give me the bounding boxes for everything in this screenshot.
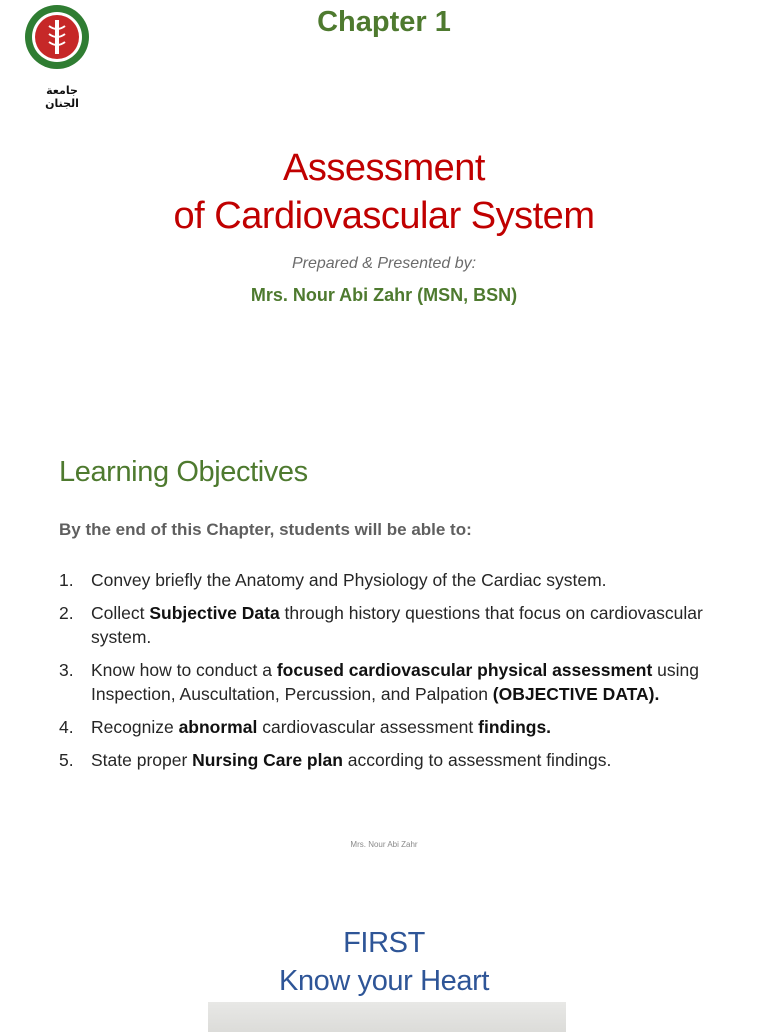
objective-item (59, 568, 749, 592)
chapter-label: Chapter 1 (317, 6, 451, 38)
slide-title (0, 144, 768, 240)
objective-text: Know how to conduct a (91, 660, 277, 680)
objective-emphasis: abnormal (178, 717, 258, 737)
objectives-intro: By the end of this Chapter, students will be able to: (59, 520, 472, 539)
objectives-slide (0, 420, 768, 860)
objective-text: Recognize (91, 717, 179, 737)
objective-item (59, 658, 749, 706)
objective-emphasis: Subjective Data (149, 603, 280, 623)
presenter-name: Mrs. Nour Abi Zahr (MSN, BSN) (250, 285, 518, 305)
objective-text: cardiovascular assessment (257, 717, 479, 737)
objective-emphasis: (OBJECTIVE DATA). (492, 684, 660, 704)
objective-number: 4. (59, 717, 74, 737)
objective-text: Collect (91, 603, 150, 623)
objectives-list (59, 568, 749, 781)
heart-image (208, 1002, 566, 1032)
objective-number: 5. (59, 750, 74, 770)
objective-number: 3. (59, 660, 74, 680)
objective-text: Convey briefly the Anatomy and Physiology of the Cardiac system. (91, 570, 607, 590)
prepared-by: Prepared & Presented by: (291, 255, 477, 272)
title-line-2: of Cardiovascular System (173, 195, 595, 237)
objective-emphasis: Nursing Care plan (192, 750, 343, 770)
objective-text: State proper (91, 750, 193, 770)
objective-text: through history questions that focus on cardiovascular system. (91, 603, 703, 647)
section-title-line-2: Know your Heart (279, 965, 489, 997)
objective-item (59, 601, 749, 649)
know-your-heart-slide (0, 880, 768, 1024)
title-slide (0, 0, 768, 420)
university-name: جامعة الجنان (45, 84, 79, 110)
objective-emphasis: focused cardiovascular physical assessment (276, 660, 653, 680)
objective-item (59, 715, 749, 739)
section-title-line-1: FIRST (343, 927, 425, 959)
objective-text: according to assessment findings. (342, 750, 612, 770)
section-title (0, 924, 768, 1000)
objective-emphasis: findings. (478, 717, 552, 737)
objective-item (59, 748, 749, 772)
title-line-1: Assessment (283, 147, 485, 189)
objective-number: 1. (59, 570, 74, 590)
slide-footer: Mrs. Nour Abi Zahr (350, 840, 418, 849)
objectives-heading: Learning Objectives (59, 456, 308, 488)
objective-text: using Inspection, Auscultation, Percussion, and Palpation (91, 660, 699, 704)
objective-number: 2. (59, 603, 74, 623)
